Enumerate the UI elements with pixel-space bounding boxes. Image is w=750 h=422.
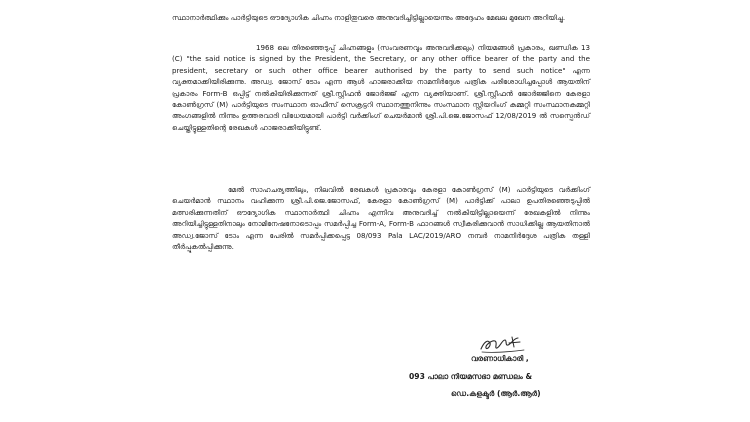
signatory-office: ഡെ.കളക്ടർ (ആർ.ആർ) bbox=[451, 389, 541, 398]
paragraph-3: മേൽ സാഹചര്യത്തിലും, നിലവിൽ രേഖകൾ പ്രകാരവും കേരളാ കോൺഗ്രസ് (M) പാർട്ടിയുടെ വർക്കിംഗ് ചെയർമാൻ സ്ഥാനം വഹിക്കുന്ന ശ്രീ.പി.ജെ.ജോസഫ്, കേരളാ കോൺഗ്രസ് (M) പാർട്ടിക്ക് പാലാ ഉപതിരഞ്ഞെടുപ്പിൽ മത്സരിക്കുന്നതിന് ഔദ്യോഗിക സ്ഥാനാർത്ഥി ചിഹ്നം എന്നിവ അനുവദിച്ച് നൽകിയിട്ടില്ലായെന്ന് രേഖകളിൽ നിന്നും അറിയിച്ചിട്ടുള്ളതിനാലും നോമിനേഷനോടൊപ്പം സമർപ്പിച്ച Form-A, Form-B ഫാറങ്ങൾ സ്വീകരിക്കുവാൻ സാധിക്കില്ല ആയതിനാൽ അഡ്വ.ജോസ് ടോം എന്ന പേരിൽ സമർപ്പിക്കപ്പെട്ട 08/093 Pala LAC/2019/ARO നമ്പർ നാമനിർദ്ദേശ പത്രിക തള്ളി തീർപ്പുകൽപ്പിക്കുന്നു. bbox=[172, 185, 590, 252]
signatory-constituency: 093 പാലാ നിയമസഭാ മണ്ഡലം & bbox=[409, 372, 533, 381]
paragraph-2: 1968 ലെ തിരഞ്ഞെടുപ്പ് ചിഹ്നങ്ങളും (സംവരണവും അനുവദിക്കലും) നിയമങ്ങൾ പ്രകാരം, ഖണ്ഡിക 13 (C) "the said notice is signed by the President, the Secretary, or any other office bearer of the party and the president, secretary or such other office bearer authorised by the party to send such notice" എന്ന വ്യക്തമാക്കിയിരിക്കുന്നു. അഡ്വ. ജോസ് ടോം എന്ന ആൾ ഹാജരാക്കിയ നാമനിർദ്ദേശ പത്രിക പരിശോധിച്ചപ്പോൾ ആയതിന് പ്രകാരം Form-B ഒപ്പിട്ട് നൽകിയിരിക്കുന്നത് ശ്രീ.സ്റ്റീഫൻ ജോർജ്ജ് എന്ന വ്യക്തിയാണ്. ശ്രീ.സ്റ്റീഫൻ ജോർജ്ജിനെ കേരളാ കോൺഗ്രസ് (M) പാർട്ടിയുടെ സംസ്ഥാന ഓഫീസ് സെക്രട്ടറി സ്ഥാനത്തുനിന്നും സംസ്ഥാന സ്റ്റിയറിംഗ് കമ്മറ്റി സംസ്ഥാനകമ്മറ്റി അംഗങ്ങളിൽ നിന്നും ഉത്തരവാദി വിധേയമായി പാർട്ടി വർക്കിംഗ് ചെയർമാൻ ശ്രീ.പി.ജെ.ജോസഫ് 12/08/2019 ൽ സസ്പെൻഡ് ചെയ്തിട്ടുള്ളതിന്റെ രേഖകൾ ഹാജരാക്കിയിട്ടുണ്ട്. bbox=[172, 43, 590, 132]
signatory-title: വരണാധികാരി , bbox=[471, 354, 529, 363]
handwritten-signature bbox=[478, 334, 528, 356]
paragraph-1: സ്ഥാനാർത്ഥിക്കും പാർട്ടിയുടെ ഔദ്യോഗിക ചിഹ്നം നാളിതുവരെ അനുവദിച്ചിട്ടില്ലായെന്നും അദ്ദേഹം മേഖല മുഖേന അറിയിച്ചു. bbox=[172, 13, 566, 22]
